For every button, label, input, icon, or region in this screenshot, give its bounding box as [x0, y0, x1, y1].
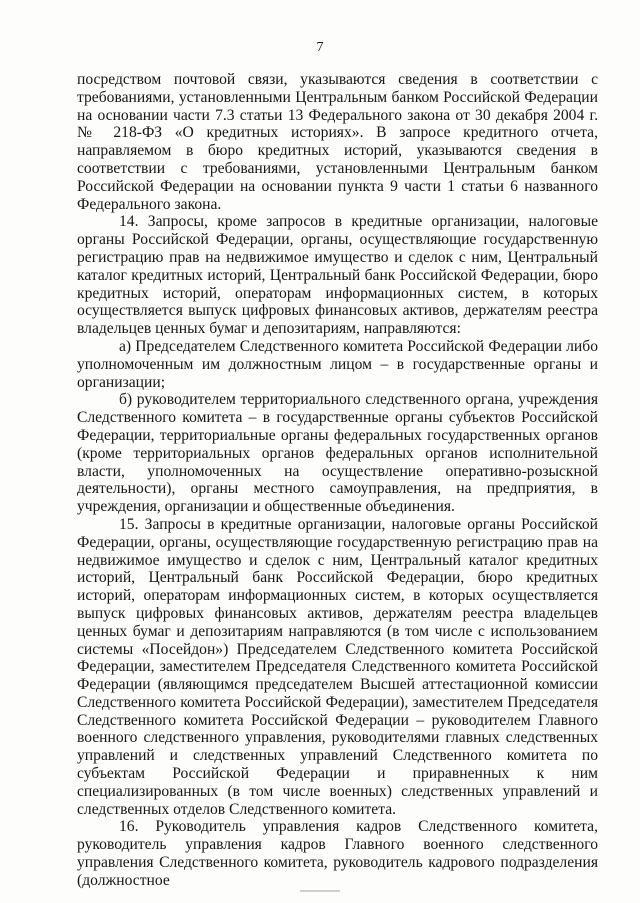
paragraph-item-14b: б) руководителем территориального следственного органа, учреждения Следственного комитета – в государственные органы субъектов Российской Федерации, территориальные органы федеральных государственных органов (кроме территориальных органов федеральных органов исполнительной власти, уполномоченных на осуществление оперативно-розыскной деятельности), органы местного самоуправления, на предприятия, в учреждения, организации и общественные объединения. [77, 391, 598, 516]
paragraph-item-14: 14. Запросы, кроме запросов в кредитные организации, налоговые органы Российской Федерации, органы, осуществляющие государственную регистрацию прав на недвижимое имущество и сделок с ним, Центральный каталог кредитных историй, Центральный банк Российской Федерации, бюро кредитных историй, операторам информационных систем, в которых осуществляется выпуск цифровых финансовых активов, держателям реестра владельцев ценных бумаг и депозитариям, направляются: [77, 213, 598, 338]
document-body [77, 71, 598, 890]
paragraph-item-15: 15. Запросы в кредитные организации, налоговые органы Российской Федерации, органы, осуществляющие государственную регистрацию прав на недвижимое имущество и сделок с ним, Центральный каталог кредитных историй, Центральный банк Российской Федерации, бюро кредитных историй, операторам информационных систем, в которых осуществляется выпуск цифровых финансовых активов, держателям реестра владельцев ценных бумаг и депозитариям направляются (в том числе с использованием системы «Посейдон») Председателем Следственного комитета Российской Федерации, заместителем Председателя Следственного комитета Российской Федерации (являющимся председателем Высшей аттестационной комиссии Следственного комитета Российской Федерации), заместителем Председателя Следственного комитета Российской Федерации – руководителем Главного военного следственного управления, руководителями главных следственных управлений и следственных управлений Следственного комитета по субъектам Российской Федерации и приравненных к ним специализированных (в том числе военных) следственных управлений и следственных отделов Следственного комитета. [77, 515, 598, 818]
paragraph-item-14a: а) Председателем Следственного комитета Российской Федерации либо уполномоченным им должностным лицом – в государственные органы и организации; [77, 337, 598, 391]
scan-artifact [300, 890, 340, 892]
paragraph-continuation: посредством почтовой связи, указываются сведения в соответствии с требованиями, установленными Центральным банком Российской Федерации на основании части 7.3 статьи 13 Федерального закона от 30 декабря 2004 г. № 218-ФЗ «О кредитных историях». В запросе кредитного отчета, направляемом в бюро кредитных историй, указываются сведения в соответствии с требованиями, установленными Центральным банком Российской Федерации на основании пункта 9 части 1 статьи 6 названного Федерального закона. [77, 71, 598, 213]
paragraph-item-16: 16. Руководитель управления кадров Следственного комитета, руководитель управления кадров Главного военного следственного управления Следственного комитета, руководитель кадрового подразделения (должностное [77, 818, 598, 889]
page-number: 7 [316, 40, 324, 55]
